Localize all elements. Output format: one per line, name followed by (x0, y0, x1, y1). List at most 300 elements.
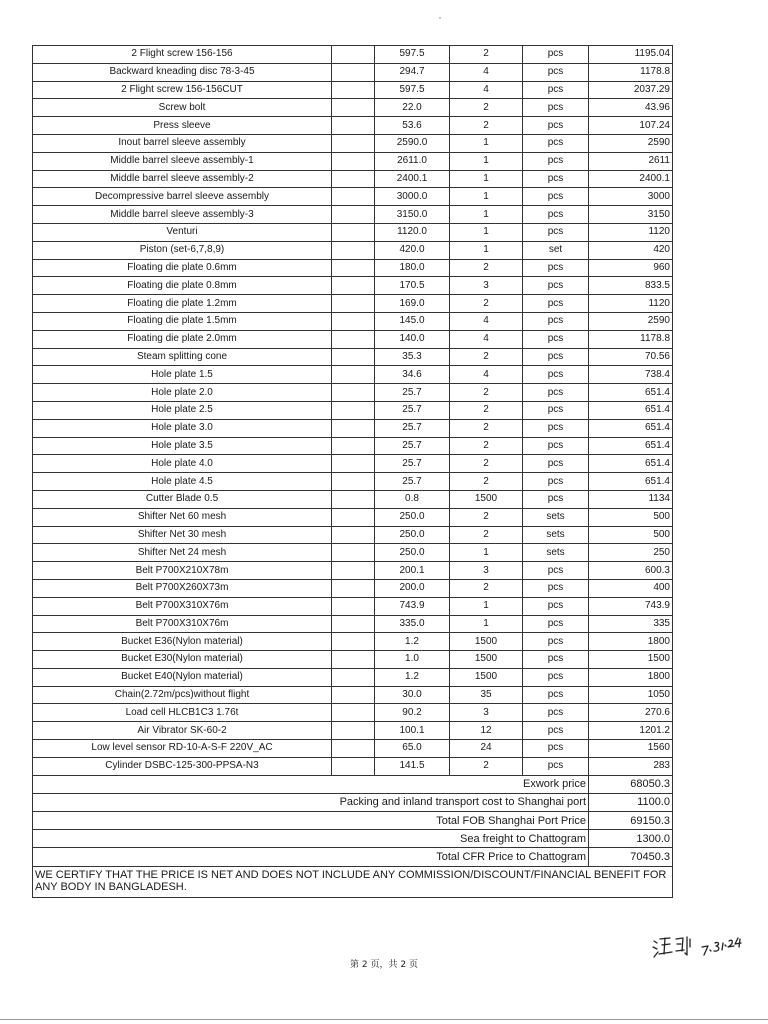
item-blank-cell (332, 241, 375, 259)
item-unit: pcs (523, 312, 589, 330)
item-blank-cell (332, 597, 375, 615)
summary-value: 69150.3 (589, 812, 673, 830)
item-name: 2 Flight screw 156-156CUT (33, 81, 332, 99)
item-row (33, 686, 673, 704)
item-blank-cell (332, 366, 375, 384)
item-name: Middle barrel sleeve assembly-1 (33, 152, 332, 170)
item-name: Screw bolt (33, 99, 332, 117)
item-blank-cell (332, 259, 375, 277)
item-blank-cell (332, 206, 375, 224)
item-name: Floating die plate 0.6mm (33, 259, 332, 277)
item-blank-cell (332, 651, 375, 669)
item-amount: 420 (589, 241, 673, 259)
item-amount: 600.3 (589, 562, 673, 580)
item-amount: 335 (589, 615, 673, 633)
item-blank-cell (332, 134, 375, 152)
item-name: Hole plate 4.0 (33, 455, 332, 473)
item-unit: pcs (523, 490, 589, 508)
item-unit-price: 597.5 (375, 81, 450, 99)
item-unit: pcs (523, 686, 589, 704)
item-blank-cell (332, 686, 375, 704)
item-unit: pcs (523, 651, 589, 669)
item-unit: pcs (523, 437, 589, 455)
item-unit: pcs (523, 419, 589, 437)
item-unit-price: 2611.0 (375, 152, 450, 170)
item-blank-cell (332, 277, 375, 295)
item-name: Chain(2.72m/pcs)without flight (33, 686, 332, 704)
page-edge-line (0, 1019, 768, 1020)
item-amount: 651.4 (589, 473, 673, 491)
item-amount: 1201.2 (589, 722, 673, 740)
item-quantity: 4 (450, 312, 523, 330)
item-unit-price: 335.0 (375, 615, 450, 633)
item-blank-cell (332, 170, 375, 188)
item-blank-cell (332, 579, 375, 597)
item-blank-cell (332, 615, 375, 633)
item-quantity: 2 (450, 99, 523, 117)
item-unit: pcs (523, 259, 589, 277)
item-blank-cell (332, 401, 375, 419)
item-blank-cell (332, 295, 375, 313)
quotation-table (32, 45, 673, 898)
item-quantity: 3 (450, 562, 523, 580)
item-unit-price: 25.7 (375, 473, 450, 491)
summary-value: 1300.0 (589, 830, 673, 848)
item-unit-price: 200.1 (375, 562, 450, 580)
item-unit-price: 1120.0 (375, 223, 450, 241)
item-unit-price: 2590.0 (375, 134, 450, 152)
summary-row (33, 830, 673, 848)
item-row (33, 241, 673, 259)
item-name: Air Vibrator SK-60-2 (33, 722, 332, 740)
summary-row (33, 793, 673, 811)
item-unit: sets (523, 508, 589, 526)
item-quantity: 1 (450, 241, 523, 259)
item-row (33, 668, 673, 686)
summary-row (33, 775, 673, 793)
item-unit-price: 140.0 (375, 330, 450, 348)
item-quantity: 1500 (450, 633, 523, 651)
item-unit: pcs (523, 99, 589, 117)
item-row (33, 134, 673, 152)
item-unit-price: 420.0 (375, 241, 450, 259)
item-blank-cell (332, 473, 375, 491)
item-name: Bucket E30(Nylon material) (33, 651, 332, 669)
item-amount: 651.4 (589, 419, 673, 437)
item-quantity: 2 (450, 526, 523, 544)
item-unit: pcs (523, 348, 589, 366)
item-blank-cell (332, 704, 375, 722)
item-unit: pcs (523, 188, 589, 206)
item-amount: 1178.8 (589, 63, 673, 81)
item-unit-price: 145.0 (375, 312, 450, 330)
item-name: Venturi (33, 223, 332, 241)
item-unit-price: 597.5 (375, 46, 450, 64)
item-blank-cell (332, 223, 375, 241)
item-name: Cylinder DSBC-125-300-PPSA-N3 (33, 757, 332, 775)
item-row (33, 366, 673, 384)
item-amount: 2611 (589, 152, 673, 170)
item-unit-price: 90.2 (375, 704, 450, 722)
item-unit: pcs (523, 597, 589, 615)
item-amount: 1134 (589, 490, 673, 508)
item-name: Middle barrel sleeve assembly-2 (33, 170, 332, 188)
item-quantity: 2 (450, 259, 523, 277)
item-row (33, 384, 673, 402)
item-amount: 960 (589, 259, 673, 277)
item-name: Hole plate 2.5 (33, 401, 332, 419)
item-quantity: 1 (450, 544, 523, 562)
item-row (33, 312, 673, 330)
item-row (33, 526, 673, 544)
item-quantity: 35 (450, 686, 523, 704)
item-unit-price: 25.7 (375, 455, 450, 473)
item-row (33, 490, 673, 508)
item-quantity: 1 (450, 188, 523, 206)
item-quantity: 2 (450, 455, 523, 473)
item-unit-price: 170.5 (375, 277, 450, 295)
item-blank-cell (332, 330, 375, 348)
item-amount: 1178.8 (589, 330, 673, 348)
item-quantity: 2 (450, 46, 523, 64)
summary-label: Exwork price (33, 775, 589, 793)
item-blank-cell (332, 544, 375, 562)
item-blank-cell (332, 562, 375, 580)
summary-value: 68050.3 (589, 775, 673, 793)
item-blank-cell (332, 99, 375, 117)
item-blank-cell (332, 508, 375, 526)
item-blank-cell (332, 188, 375, 206)
item-unit-price: 3000.0 (375, 188, 450, 206)
item-amount: 70.56 (589, 348, 673, 366)
item-amount: 1120 (589, 295, 673, 313)
item-quantity: 24 (450, 740, 523, 758)
item-row (33, 81, 673, 99)
item-quantity: 1 (450, 170, 523, 188)
item-blank-cell (332, 722, 375, 740)
item-name: Floating die plate 1.2mm (33, 295, 332, 313)
item-unit-price: 25.7 (375, 401, 450, 419)
item-row (33, 437, 673, 455)
item-row (33, 757, 673, 775)
item-unit: pcs (523, 330, 589, 348)
item-unit: pcs (523, 277, 589, 295)
item-blank-cell (332, 63, 375, 81)
item-amount: 651.4 (589, 437, 673, 455)
item-row (33, 633, 673, 651)
item-row (33, 206, 673, 224)
item-unit: sets (523, 526, 589, 544)
item-amount: 43.96 (589, 99, 673, 117)
item-row (33, 562, 673, 580)
item-row (33, 722, 673, 740)
item-row (33, 401, 673, 419)
item-amount: 500 (589, 526, 673, 544)
item-unit-price: 3150.0 (375, 206, 450, 224)
item-amount: 1050 (589, 686, 673, 704)
item-amount: 833.5 (589, 277, 673, 295)
item-unit-price: 100.1 (375, 722, 450, 740)
item-blank-cell (332, 668, 375, 686)
summary-row (33, 812, 673, 830)
item-quantity: 4 (450, 63, 523, 81)
item-quantity: 2 (450, 295, 523, 313)
item-unit: pcs (523, 117, 589, 135)
item-row (33, 651, 673, 669)
item-row (33, 223, 673, 241)
item-name: Belt P700X310X76m (33, 615, 332, 633)
item-quantity: 1 (450, 597, 523, 615)
summary-label: Total FOB Shanghai Port Price (33, 812, 589, 830)
item-amount: 2590 (589, 134, 673, 152)
item-name: Shifter Net 60 mesh (33, 508, 332, 526)
item-name: Inout barrel sleeve assembly (33, 134, 332, 152)
item-name: Backward kneading disc 78-3-45 (33, 63, 332, 81)
item-row (33, 188, 673, 206)
summary-value: 1100.0 (589, 793, 673, 811)
item-blank-cell (332, 490, 375, 508)
item-unit: pcs (523, 401, 589, 419)
item-row (33, 46, 673, 64)
summary-label: Sea freight to Chattogram (33, 830, 589, 848)
item-blank-cell (332, 348, 375, 366)
item-unit-price: 250.0 (375, 526, 450, 544)
item-unit-price: 65.0 (375, 740, 450, 758)
item-name: Hole plate 1.5 (33, 366, 332, 384)
item-unit-price: 2400.1 (375, 170, 450, 188)
item-row (33, 259, 673, 277)
item-row (33, 330, 673, 348)
item-blank-cell (332, 312, 375, 330)
item-unit: pcs (523, 562, 589, 580)
item-name: Cutter Blade 0.5 (33, 490, 332, 508)
item-unit: pcs (523, 455, 589, 473)
item-row (33, 152, 673, 170)
item-unit: pcs (523, 740, 589, 758)
item-blank-cell (332, 117, 375, 135)
item-name: Belt P700X310X76m (33, 597, 332, 615)
item-amount: 500 (589, 508, 673, 526)
item-amount: 2590 (589, 312, 673, 330)
item-name: Bucket E36(Nylon material) (33, 633, 332, 651)
item-unit-price: 743.9 (375, 597, 450, 615)
item-unit-price: 1.0 (375, 651, 450, 669)
item-unit: pcs (523, 722, 589, 740)
item-unit-price: 250.0 (375, 508, 450, 526)
item-name: Belt P700X260X73m (33, 579, 332, 597)
item-blank-cell (332, 419, 375, 437)
item-amount: 400 (589, 579, 673, 597)
item-unit-price: 34.6 (375, 366, 450, 384)
item-blank-cell (332, 455, 375, 473)
item-quantity: 4 (450, 366, 523, 384)
item-amount: 743.9 (589, 597, 673, 615)
item-unit: pcs (523, 704, 589, 722)
item-row (33, 508, 673, 526)
item-quantity: 1500 (450, 651, 523, 669)
item-quantity: 4 (450, 330, 523, 348)
item-rows (33, 46, 673, 776)
item-amount: 3150 (589, 206, 673, 224)
item-unit: pcs (523, 615, 589, 633)
item-row (33, 615, 673, 633)
item-unit: pcs (523, 206, 589, 224)
certification-text: WE CERTIFY THAT THE PRICE IS NET AND DOES NOT INCLUDE ANY COMMISSION/DISCOUNT/FINANCIAL BENEFIT FOR ANY BODY IN BANGLADESH. (33, 866, 673, 897)
item-amount: 3000 (589, 188, 673, 206)
item-unit: set (523, 241, 589, 259)
summary-row (33, 848, 673, 866)
item-name: Steam splitting cone (33, 348, 332, 366)
item-quantity: 4 (450, 81, 523, 99)
item-quantity: 12 (450, 722, 523, 740)
item-name: Decompressive barrel sleeve assembly (33, 188, 332, 206)
item-unit-price: 30.0 (375, 686, 450, 704)
item-name: Piston (set-6,7,8,9) (33, 241, 332, 259)
item-unit: pcs (523, 384, 589, 402)
item-quantity: 1 (450, 206, 523, 224)
item-row (33, 348, 673, 366)
item-unit-price: 53.6 (375, 117, 450, 135)
item-quantity: 1 (450, 152, 523, 170)
item-unit: pcs (523, 295, 589, 313)
item-name: Middle barrel sleeve assembly-3 (33, 206, 332, 224)
item-quantity: 1500 (450, 668, 523, 686)
item-name: Hole plate 3.5 (33, 437, 332, 455)
item-row (33, 579, 673, 597)
item-quantity: 2 (450, 757, 523, 775)
item-unit: pcs (523, 63, 589, 81)
item-quantity: 2 (450, 419, 523, 437)
item-amount: 270.6 (589, 704, 673, 722)
item-amount: 1120 (589, 223, 673, 241)
item-unit: pcs (523, 757, 589, 775)
item-unit: pcs (523, 81, 589, 99)
item-row (33, 419, 673, 437)
item-row (33, 704, 673, 722)
item-unit-price: 294.7 (375, 63, 450, 81)
item-name: Floating die plate 2.0mm (33, 330, 332, 348)
summary-rows (33, 775, 673, 866)
item-quantity: 2 (450, 508, 523, 526)
item-unit: pcs (523, 134, 589, 152)
item-unit-price: 250.0 (375, 544, 450, 562)
item-row (33, 63, 673, 81)
item-quantity: 2 (450, 384, 523, 402)
item-name: Belt P700X210X78m (33, 562, 332, 580)
item-row (33, 117, 673, 135)
item-unit-price: 1.2 (375, 633, 450, 651)
item-blank-cell (332, 152, 375, 170)
item-amount: 2037.29 (589, 81, 673, 99)
item-name: Hole plate 4.5 (33, 473, 332, 491)
certification-row (33, 866, 673, 897)
item-blank-cell (332, 740, 375, 758)
item-row (33, 473, 673, 491)
item-unit-price: 25.7 (375, 419, 450, 437)
item-row (33, 740, 673, 758)
item-unit: pcs (523, 46, 589, 64)
item-unit-price: 0.8 (375, 490, 450, 508)
item-amount: 2400.1 (589, 170, 673, 188)
item-amount: 651.4 (589, 455, 673, 473)
item-row (33, 455, 673, 473)
item-unit: pcs (523, 223, 589, 241)
item-quantity: 2 (450, 401, 523, 419)
item-unit: pcs (523, 152, 589, 170)
item-unit: pcs (523, 473, 589, 491)
item-name: Shifter Net 24 mesh (33, 544, 332, 562)
item-name: Floating die plate 0.8mm (33, 277, 332, 295)
item-name: Hole plate 3.0 (33, 419, 332, 437)
item-quantity: 1 (450, 223, 523, 241)
scan-speck (439, 17, 441, 19)
item-unit: pcs (523, 579, 589, 597)
item-amount: 1560 (589, 740, 673, 758)
item-name: Floating die plate 1.5mm (33, 312, 332, 330)
page-footer: 第 2 页，共 2 页 (350, 960, 418, 970)
item-row (33, 277, 673, 295)
item-unit-price: 25.7 (375, 437, 450, 455)
item-unit-price: 141.5 (375, 757, 450, 775)
item-row (33, 544, 673, 562)
item-name: Press sleeve (33, 117, 332, 135)
item-name: Bucket E40(Nylon material) (33, 668, 332, 686)
item-row (33, 99, 673, 117)
item-quantity: 2 (450, 579, 523, 597)
item-blank-cell (332, 384, 375, 402)
item-amount: 1195.04 (589, 46, 673, 64)
item-blank-cell (332, 437, 375, 455)
item-unit-price: 22.0 (375, 99, 450, 117)
item-amount: 1500 (589, 651, 673, 669)
item-unit: pcs (523, 668, 589, 686)
item-blank-cell (332, 46, 375, 64)
item-unit-price: 1.2 (375, 668, 450, 686)
item-quantity: 3 (450, 704, 523, 722)
item-row (33, 295, 673, 313)
item-quantity: 3 (450, 277, 523, 295)
item-quantity: 1 (450, 615, 523, 633)
item-amount: 250 (589, 544, 673, 562)
item-blank-cell (332, 526, 375, 544)
item-blank-cell (332, 81, 375, 99)
item-name: Shifter Net 30 mesh (33, 526, 332, 544)
item-name: Hole plate 2.0 (33, 384, 332, 402)
item-name: 2 Flight screw 156-156 (33, 46, 332, 64)
item-row (33, 170, 673, 188)
item-amount: 107.24 (589, 117, 673, 135)
item-unit-price: 180.0 (375, 259, 450, 277)
item-blank-cell (332, 633, 375, 651)
item-name: Load cell HLCB1C3 1.76t (33, 704, 332, 722)
summary-value: 70450.3 (589, 848, 673, 866)
item-unit: sets (523, 544, 589, 562)
item-amount: 738.4 (589, 366, 673, 384)
summary-label: Packing and inland transport cost to Shanghai port (33, 793, 589, 811)
item-amount: 651.4 (589, 401, 673, 419)
item-row (33, 597, 673, 615)
item-unit-price: 25.7 (375, 384, 450, 402)
item-quantity: 1 (450, 134, 523, 152)
item-quantity: 2 (450, 117, 523, 135)
item-blank-cell (332, 757, 375, 775)
summary-label: Total CFR Price to Chattogram (33, 848, 589, 866)
item-amount: 1800 (589, 668, 673, 686)
item-unit: pcs (523, 633, 589, 651)
item-quantity: 2 (450, 437, 523, 455)
item-amount: 651.4 (589, 384, 673, 402)
item-amount: 1800 (589, 633, 673, 651)
